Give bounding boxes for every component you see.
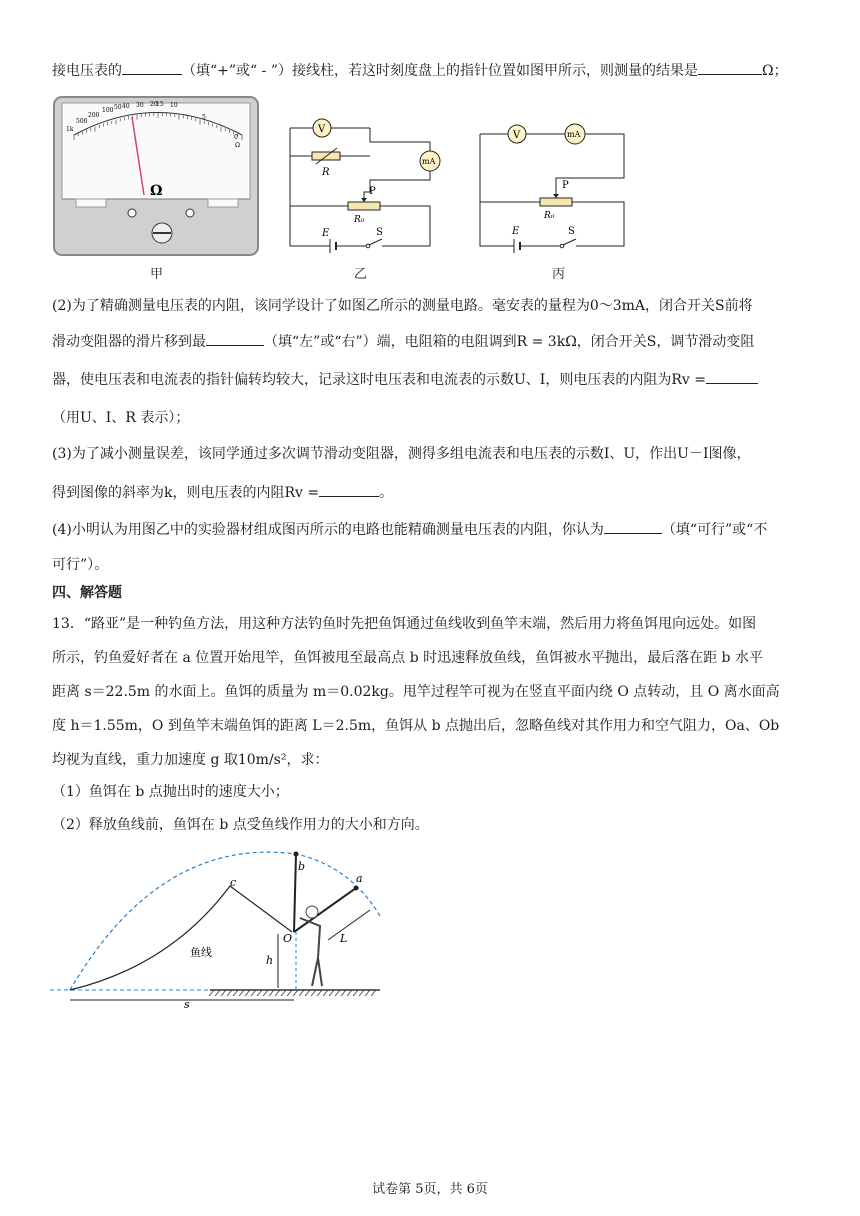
hatch-line (263, 990, 268, 996)
q3-line1: (3)为了减小测量误差，该同学通过多次调节滑动变阻器，测得多组电流表和电压表的示数I、U，作出U－I图像， (52, 446, 751, 462)
rod-position-b (294, 854, 296, 932)
label-b: b (298, 860, 306, 873)
bait-point-a (354, 886, 359, 891)
slider-label: P (369, 186, 376, 197)
q13-line2: 所示，钓鱼爱好者在 a 位置开始甩竿，鱼饵被甩至最高点 b 时迅速释放鱼线，鱼饵被水平抛出，最后落在距 b 水平 (52, 650, 763, 666)
milliammeter-label: mA (567, 130, 581, 139)
scale-label: 15 (156, 101, 164, 108)
hatch-line (245, 990, 250, 996)
scale-label: 5 (202, 114, 206, 121)
q4-text: (4)小明认为用图乙中的实验器材组成图丙所示的电路也能精确测量电压表的内阻，你认为 (52, 522, 604, 538)
scale-label: 200 (88, 112, 100, 119)
q13-sub2: （2）释放鱼线前，鱼饵在 b 点受鱼线作用力的大小和方向。 (52, 817, 429, 833)
hatch-line (287, 990, 292, 996)
label-fishing-line: 鱼线 (190, 946, 212, 959)
milliammeter-label: mA (422, 157, 436, 166)
caption-bing: 丙 (552, 267, 566, 282)
hatch-line (275, 990, 280, 996)
figure-bing-circuit (472, 118, 636, 254)
fishing-line (70, 886, 292, 990)
rod-position-a (294, 888, 356, 932)
bait-point-b (294, 852, 299, 857)
hatch-line (359, 990, 364, 996)
switch-label: S (376, 227, 383, 238)
trajectory-arc (70, 852, 380, 990)
hatch-line (341, 990, 346, 996)
scale-label: 30 (136, 102, 144, 109)
q2-text: 滑动变阻器的滑片移到最 (52, 334, 206, 350)
caption-jia: 甲 (150, 267, 164, 282)
q2-line2 (52, 331, 754, 352)
answer-blank[interactable] (206, 331, 264, 346)
q4-line2: 可行”）。 (52, 557, 109, 573)
scale-label: 50 (114, 104, 122, 111)
resistor-label: R (322, 167, 330, 178)
hatch-line (317, 990, 322, 996)
hatch-line (299, 990, 304, 996)
scale-label: 40 (122, 103, 130, 110)
wire (370, 128, 430, 152)
intro-line (52, 60, 788, 81)
angler-head (306, 906, 318, 918)
slider-arrow (361, 198, 367, 202)
hatch-line (365, 990, 370, 996)
rheostat-label: R₀ (354, 215, 365, 225)
hatch-line (227, 990, 232, 996)
label-c: c (230, 876, 237, 889)
hatch-line (323, 990, 328, 996)
rheostat (348, 202, 380, 210)
switch-blade (563, 239, 576, 245)
omega-symbol: Ω (150, 183, 163, 199)
wire (480, 134, 514, 246)
L-dimension (328, 910, 370, 940)
hatch-line (329, 990, 334, 996)
q13-line4: 度 h＝1.55m，O 到鱼竿末端鱼饵的距离 L＝2.5m，鱼饵从 b 点抛出后，忽略鱼线对其作用力和空气阻力，Oa、Ob (52, 718, 780, 734)
hatch-line (311, 990, 316, 996)
page-footer: 试卷第 5页，共 6页 (372, 1182, 488, 1197)
intro-text-a: 接电压表的 (52, 63, 122, 79)
q2-line1: (2)为了精确测量电压表的内阻，该同学设计了如图乙所示的测量电路。毫安表的量程为0～3mA，闭合开关S前将 (52, 298, 753, 314)
label-s: s (184, 998, 190, 1011)
battery-label: E (322, 228, 330, 239)
q2-text: （填“左”或“右”）端，电阻箱的电阻调到R = 3kΩ，闭合开关S，调节滑动变阻 (264, 334, 755, 350)
label-a: a (356, 872, 363, 885)
intro-text-c: Ω； (762, 63, 788, 79)
scale-label: 100 (102, 107, 114, 114)
label-O: O (283, 932, 293, 945)
wire (572, 202, 624, 246)
hatch-line (257, 990, 262, 996)
label-h: h (266, 954, 274, 967)
q13-line3: 距离 s＝22.5m 的水面上。鱼饵的质量为 m＝0.02kg。甩竿过程竿可视为在竖直平面内绕 O 点转动，且 O 离水面高 (52, 684, 780, 700)
q2-line4: （用U、I、R 表示）； (52, 410, 190, 426)
terminal-left (128, 209, 136, 217)
wire (290, 128, 430, 246)
q2-text: 器，使电压表和电流表的指针偏转均较大，记录这时电压表和电流表的示数U、I，则电压表的内阻为Rv = (52, 372, 706, 388)
q13-line5: 均视为直线，重力加速度 g 取10m/s²，求： (52, 752, 329, 768)
q4-text: （填“可行”或“不 (661, 522, 768, 538)
answer-blank[interactable] (319, 482, 379, 497)
answer-blank[interactable] (604, 519, 662, 534)
q2-line3 (52, 369, 758, 390)
rheostat (540, 198, 572, 206)
angler-figure (300, 918, 322, 986)
scale-label: 0 (234, 134, 238, 141)
hatch-line (305, 990, 310, 996)
q13-sub1: （1）鱼饵在 b 点抛出时的速度大小； (52, 784, 289, 800)
hatch-line (269, 990, 274, 996)
ground-hatching (209, 990, 376, 996)
hatch-line (293, 990, 298, 996)
voltmeter-label: V (513, 130, 521, 141)
dial-slot-left (76, 199, 106, 207)
hatch-line (233, 990, 238, 996)
q3-text: 。 (379, 485, 394, 501)
answer-blank[interactable] (706, 369, 758, 384)
dial-slot-right (208, 199, 238, 207)
section-heading: 四、解答题 (52, 585, 122, 601)
hatch-line (371, 990, 376, 996)
scale-label: 20 (150, 101, 158, 108)
answer-blank[interactable] (122, 60, 182, 75)
hatch-line (347, 990, 352, 996)
scale-label: 1k (66, 126, 74, 133)
intro-text-b: （填“+”或“ - ”）接线柱，若这时刻度盘上的指针位置如图甲所示，则测量的结果是 (182, 63, 698, 79)
caption-yi: 乙 (354, 267, 368, 282)
q13-line1: 13．“路亚”是一种钓鱼方法，用这种方法钓鱼时先把鱼饵通过鱼线收到鱼竿末端，然后用力将鱼饵甩向远处。如图 (52, 616, 757, 632)
hatch-line (251, 990, 256, 996)
switch-blade (369, 239, 382, 245)
scale-unit: Ω (235, 142, 240, 149)
rheostat-label: R₀ (544, 211, 555, 221)
slider-arrow (553, 194, 559, 198)
scale-label: 10 (170, 102, 178, 109)
answer-blank[interactable] (698, 60, 762, 75)
figure-fishing (50, 846, 390, 1016)
hatch-line (239, 990, 244, 996)
terminal-right (186, 209, 194, 217)
switch-label: S (568, 226, 575, 237)
wire (290, 206, 330, 246)
label-L: L (340, 932, 348, 945)
hatch-line (353, 990, 358, 996)
q4-line1 (52, 519, 767, 540)
figure-yi-circuit (282, 112, 452, 254)
slider-label: P (562, 180, 569, 191)
q3-text: 得到图像的斜率为k，则电压表的内阻Rv = (52, 485, 320, 501)
q3-line2 (52, 482, 393, 503)
hatch-line (209, 990, 214, 996)
hatch-line (335, 990, 340, 996)
scale-label: 500 (76, 118, 88, 125)
battery-label: E (512, 226, 520, 237)
figure-jia-meter (52, 95, 262, 257)
voltmeter-label: V (318, 124, 326, 135)
hatch-line (221, 990, 226, 996)
hatch-line (281, 990, 286, 996)
hatch-line (215, 990, 220, 996)
